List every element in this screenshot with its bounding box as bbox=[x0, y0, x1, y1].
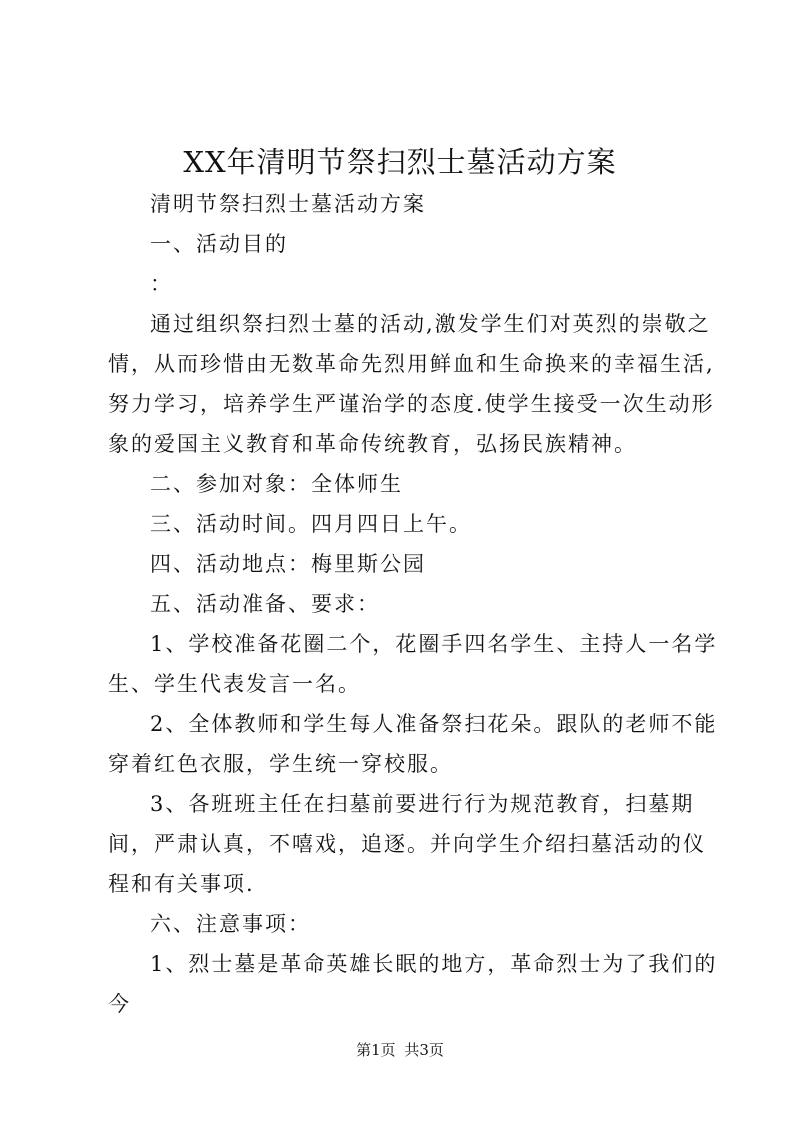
section-heading: 五、活动准备、要求： bbox=[150, 592, 380, 616]
list-item: 1、学校准备花圈二个，花圈手四名学生、主持人一名学生、学生代表发言一名。 bbox=[108, 632, 718, 696]
section-heading: 四、活动地点：梅里斯公园 bbox=[150, 552, 426, 576]
section-heading: 一、活动目的 bbox=[150, 232, 288, 256]
section-heading: 三、活动时间。四月四日上午。 bbox=[150, 512, 472, 536]
page-total: 共3页 bbox=[404, 1041, 444, 1059]
list-item: 2、全体教师和学生每人准备祭扫花朵。跟队的老师不能穿着红色衣服，学生统一穿校服。 bbox=[108, 712, 718, 776]
list-item: 3、各班班主任在扫墓前要进行行为规范教育，扫墓期间，严肃认真，不嘻戏，追逐。并向学生介绍扫墓活动的仪程和有关事项. bbox=[108, 792, 706, 896]
section-heading: 二、参加对象：全体师生 bbox=[150, 472, 403, 496]
paragraph: 通过组织祭扫烈士墓的活动,激发学生们对英烈的崇敬之情，从而珍惜由无数革命先烈用鲜血和生命换来的幸福生活,努力学习，培养学生严谨治学的态度.使学生接受一次生动形象的爱国主义教育和革命传统教育，弘扬民族精神。 bbox=[108, 312, 715, 456]
page-number: 第1页 bbox=[356, 1041, 396, 1059]
list-item: 1、烈士墓是革命英雄长眠的地方，革命烈士为了我们的今 bbox=[108, 952, 718, 1016]
document-body bbox=[108, 184, 718, 1024]
page-footer bbox=[0, 1040, 800, 1060]
paragraph: 清明节祭扫烈士墓活动方案 bbox=[150, 192, 426, 216]
document-title: XX年清明节祭扫烈士墓活动方案 bbox=[183, 145, 617, 179]
paragraph: ： bbox=[150, 272, 173, 296]
section-heading: 六、注意事项： bbox=[150, 912, 311, 936]
